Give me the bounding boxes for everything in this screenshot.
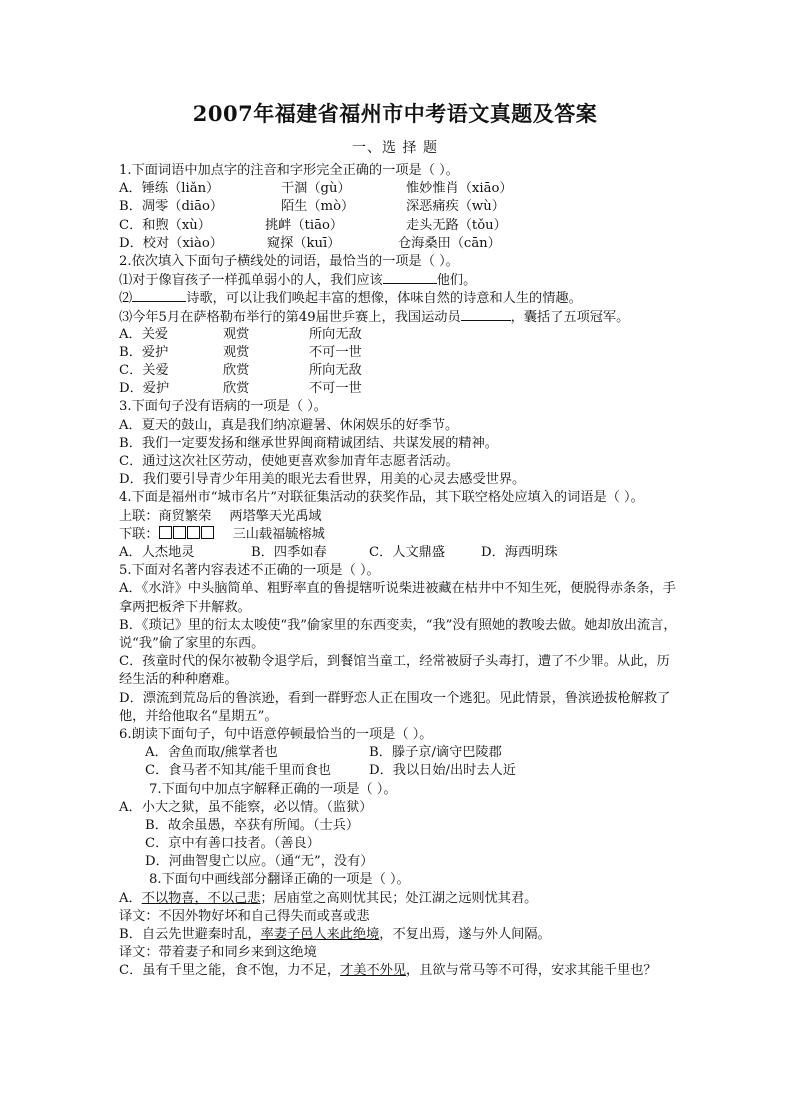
blank-box: [201, 526, 214, 539]
q8-option-b: B．自云先世避秦时乱，率妻子邑人来此绝境，不复出焉，遂与外人间隔。: [119, 927, 551, 943]
q2-sentence-1: ⑴对于像盲孩子一样孤单弱小的人，我们应该 他们。: [119, 273, 477, 289]
q2-option-a: A．关爱 观赏 所向无敌: [119, 326, 362, 342]
q2-sentence-2: ⑵ 诗歌，可以让我们唤起丰富的想像，体味自然的诗意和人生的情趣。: [119, 291, 582, 307]
q7-option-b: B．故余虽愚，卒获有所闻。（士兵）: [145, 817, 360, 833]
q5-option-b: B．《琐记》里的衍太太唆使“我”偷家里的东西变卖，“我”没有照她的教唆去做。她却放出流言，说“我”偷了家里的东西。: [119, 617, 677, 651]
question-6-stem: 6.朗读下面句子，句中语意停顿最恰当的一项是（ ）。: [119, 726, 433, 742]
blank-box: [173, 526, 186, 539]
q2-option-b: B．爱护 观赏 不可一世: [119, 344, 362, 360]
blank-box: [159, 526, 172, 539]
q1-option-d: D．校对（xiào） 窥探（kuī） 仓海桑田（cān）: [119, 235, 501, 251]
question-7-stem: 7.下面句中加点字解释正确的一项是（ ）。: [149, 781, 397, 797]
question-2-stem: 2.依次填入下面句子横线处的词语，最恰当的一项是（ ）。: [119, 253, 459, 269]
page-title: 2007年福建省福州市中考语文真题及答案: [192, 101, 598, 126]
question-4-stem: 4.下面是福州市“城市名片”对联征集活动的获奖作品，其下联空格处应填入的词语是（ ）。: [119, 490, 644, 506]
question-1-stem: 1.下面词语中加点字的注音和字形完全正确的一项是（ ）。: [119, 163, 459, 178]
q1-option-c: C．和煦（xù） 挑衅（tiāo） 走头无路（tǒu）: [119, 217, 507, 233]
q5-option-c: C．孩童时代的保尔被勒令退学后，到餐馆当童工，经常被厨子头毒打，遭了不少罪。从此，历经生活的种种磨难。: [119, 654, 670, 688]
q1-option-a: A．锤练（liǎn） 干涸（gù） 惟妙惟肖（xiāo）: [119, 181, 513, 197]
q3-option-c: C．通过这次社区劳动，使她更喜欢参加青年志愿者活动。: [119, 454, 459, 469]
question-3-stem: 3.下面句子没有语病的一项是（ ）。: [119, 399, 327, 415]
q8-option-a: A．不以物喜，不以己悲；居庙堂之高则忧其民；处江湖之远则忧其君。: [119, 890, 538, 906]
q2-sentence-3: ⑶今年5月在萨格勒布举行的第49届世乒赛上，我国运动员 ，囊括了五项冠军。: [119, 309, 630, 325]
blank-box: [187, 526, 200, 539]
blank-line: [461, 308, 511, 321]
q3-option-b: B．我们一定要发扬和继承世界闽商精诚团结、共谋发展的精神。: [119, 435, 498, 451]
q5-option-a: A．《水浒》中头脑简单、粗野率直的鲁提辖听说柴进被藏在枯井中不知生死，便脱得赤条条，手拿两把板斧下井解救。: [119, 581, 676, 615]
section-heading: 一、选 择 题: [352, 140, 438, 156]
q6-option-cd: C．食马者不知其/能千里而食也 D．我以日始/出时去人近: [145, 763, 516, 779]
couplet-lower: 下联： 三山载福毓榕城: [119, 526, 325, 542]
q4-options: A．人杰地灵 B．四季如春 C．人文鼎盛 D．海西明珠: [119, 544, 558, 560]
q2-option-c: C．关爱 欣赏 所向无敌: [119, 363, 362, 379]
q6-option-ab: A．舍鱼而取/熊掌者也 B．滕子京/谪守巴陵郡: [145, 745, 502, 761]
q7-option-c: C．京中有善口技者。（善良）: [145, 836, 320, 852]
blank-line: [132, 289, 186, 302]
q8-option-c: C．虽有千里之能，食不饱，力不足，才美不外见，且欲与常马等不可得，安求其能千里也？: [119, 963, 657, 979]
q8-translation-a: 译文：不因外物好坏和自己得失而或喜或悲: [119, 908, 370, 924]
q3-option-d: D．我们要引导青少年用美的眼光去看世界，用美的心灵去感受世界。: [119, 472, 526, 488]
q3-option-a: A．夏天的鼓山，真是我们纳凉避暑、休闲娱乐的好季节。: [119, 417, 459, 433]
document-body: [119, 162, 679, 981]
q8-translation-b: 译文：带着妻子和同乡来到这绝境: [119, 945, 317, 961]
q7-option-a: A．小大之狱，虽不能察，必以情。（监狱）: [119, 799, 373, 815]
q1-option-b: B．凋零（diāo） 陌生（mò） 深恶痛疾（wù）: [119, 199, 505, 215]
q5-option-d: D．漂流到荒岛后的鲁滨逊，看到一群野恋人正在围攻一个逃犯。见此情景，鲁滨逊拔枪解救了他，并给他取名“星期五”。: [119, 690, 671, 724]
blank-line: [383, 271, 437, 284]
couplet-upper: 上联：商贸繁荣 两塔擎天光禹域: [119, 508, 322, 524]
q7-option-d: D．河曲智叟亡以应。（通“无”，没有）: [145, 854, 374, 870]
question-8-stem: 8.下面句中画线部分翻译正确的一项是（ ）。: [149, 872, 410, 888]
q2-option-d: D．爱护 欣赏 不可一世: [119, 381, 362, 397]
question-5-stem: 5.下面对名著内容表述不正确的一项是（ ）。: [119, 563, 380, 579]
